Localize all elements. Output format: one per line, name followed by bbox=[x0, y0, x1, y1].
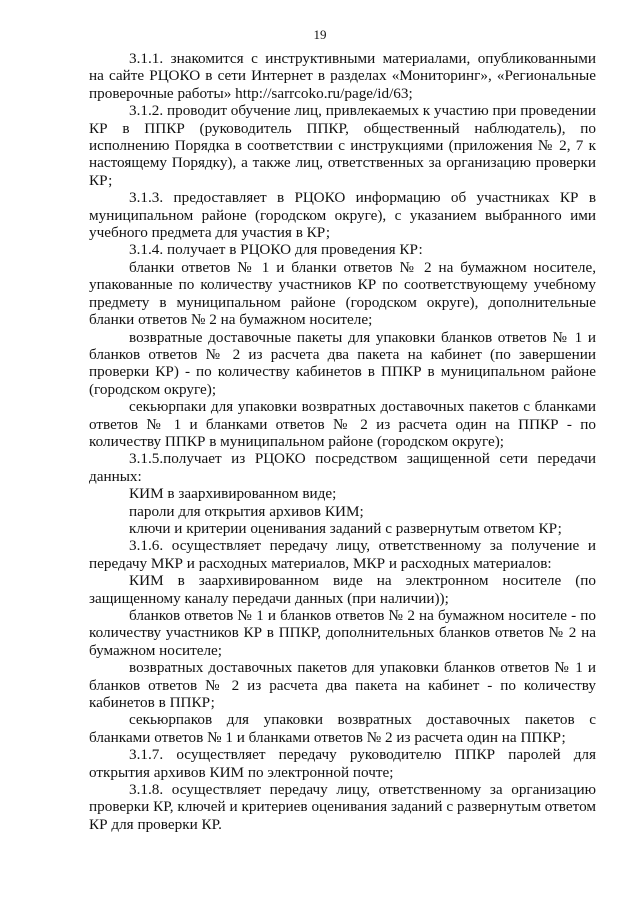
paragraph: 3.1.5.получает из РЦОКО посредством защищенной сети передачи данных: bbox=[89, 450, 596, 485]
paragraph: ключи и критерии оценивания заданий с развернутым ответом КР; bbox=[129, 519, 562, 537]
paragraph: бланки ответов № 1 и бланки ответов № 2 на бумажном носителе, упакованные по количеству участников КР по соответствующему учебному предмету в муниципальном районе (городском округе), дополнительные бланки ответов № 2 на бумажном носителе; bbox=[89, 258, 596, 329]
page-number: 19 bbox=[313, 27, 327, 42]
paragraph: 3.1.8. осуществляет передачу лицу, ответственному за организацию проверки КР, ключей и критериев оценивания заданий с развернутым ответом КР для проверки КР. bbox=[89, 781, 596, 833]
paragraph: бланков ответов № 1 и бланков ответов № 2 на бумажном носителе - по количеству участников КР в ППКР, дополнительных бланков ответов № 2 на бумажном носителе; bbox=[89, 607, 596, 659]
paragraph: 3.1.6. осуществляет передачу лицу, ответственному за получение и передачу МКР и расходных материалов, МКР и расходных материалов: bbox=[89, 537, 596, 572]
paragraph: 3.1.2. проводит обучение лиц, привлекаемых к участию при проведении КР в ППКР (руководитель ППКР, общественный наблюдатель), по исполнению Порядка в соответствии с инструкциями (приложения № 2, 7 к настоящему Порядку), а также лиц, ответственных за организацию проверки КР; bbox=[89, 102, 596, 189]
paragraph: секьюрпаки для упаковки возвратных доставочных пакетов с бланками ответов № 1 и бланками ответов № 2 из расчета один на ППКР - по количеству ППКР в муниципальном районе (городском округе); bbox=[89, 398, 596, 450]
paragraph: секьюрпаков для упаковки возвратных доставочных пакетов с бланками ответов № 1 и бланками ответов № 2 из расчета один на ППКР; bbox=[89, 711, 596, 746]
document-body bbox=[89, 50, 596, 833]
paragraph: 3.1.1. знакомится с инструктивными материалами, опубликованными на сайте РЦОКО в сети Интернет в разделах «Мониторинг», «Региональные проверочные работы» http://sarrcoko.ru/page/id/63; bbox=[89, 50, 596, 102]
paragraph: возвратных доставочных пакетов для упаковки бланков ответов № 1 и бланков ответов № 2 из расчета два пакета на кабинет - по количеству кабинетов в ППКР; bbox=[89, 659, 596, 712]
paragraph: 3.1.4. получает в РЦОКО для проведения КР: bbox=[129, 241, 423, 259]
paragraph: 3.1.3. предоставляет в РЦОКО информацию об участниках КР в муниципальном районе (городском округе), с указанием выбранного ими учебного предмета для участия в КР; bbox=[89, 189, 596, 242]
paragraph: 3.1.7. осуществляет передачу руководителю ППКР паролей для открытия архивов КИМ по электронной почте; bbox=[89, 746, 596, 781]
paragraph: КИМ в заархивированном виде на электронном носителе (по защищенному каналу передачи данных (при наличии)); bbox=[89, 572, 596, 607]
paragraph: возвратные доставочные пакеты для упаковки бланков ответов № 1 и бланков ответов № 2 из расчета два пакета на кабинет (по завершении проверки КР) - по количеству кабинетов в ППКР в муниципальном районе (городском округе); bbox=[89, 328, 596, 398]
paragraph: пароли для открытия архивов КИМ; bbox=[129, 502, 364, 520]
paragraph: КИМ в заархивированном виде; bbox=[129, 485, 337, 503]
